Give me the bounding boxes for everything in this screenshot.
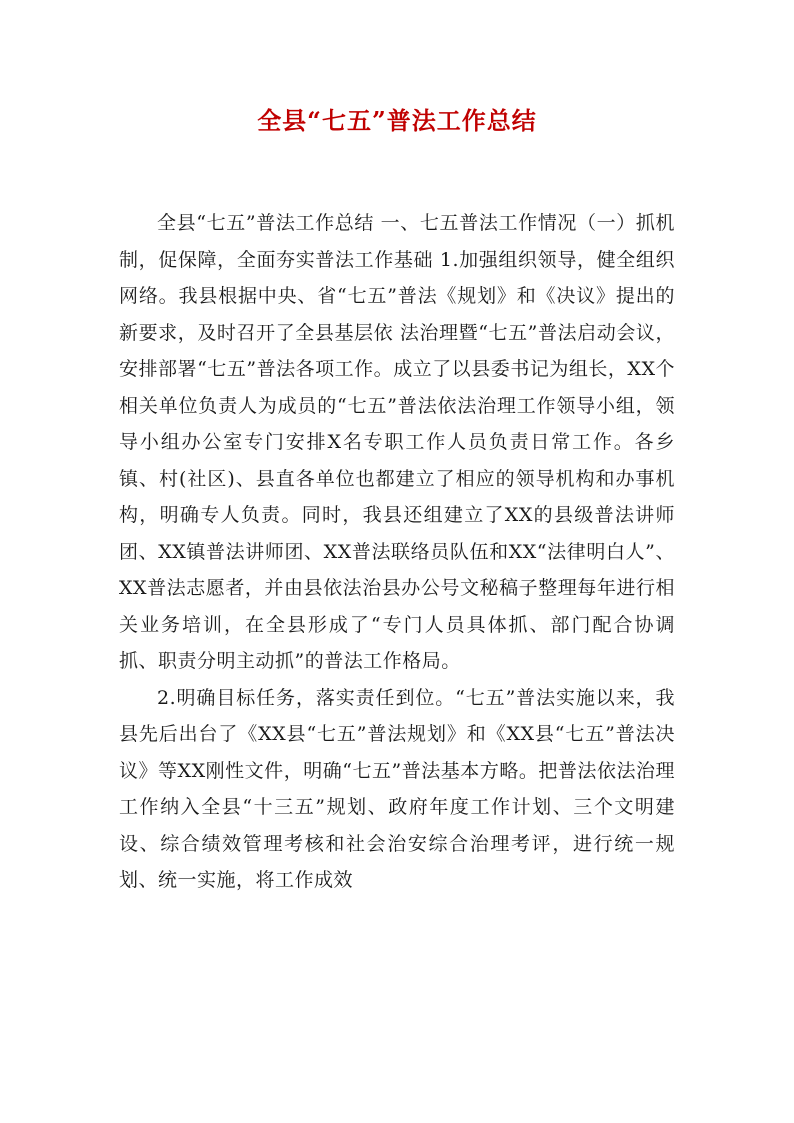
paragraph-2: 2.明确目标任务，落实责任到位。“七五”普法实施以来，我县先后出台了《XX县“七五”普法规划》和《XX县“七五”普法决议》等XX刚性文件，明确“七五”普法基本方略。把普法依法治理工作纳入全县“十三五”规划、政府年度工作计划、三个文明建设、综合绩效管理考核和社会治安综合治理考评，进行统一规划、统一实施，将工作成效 [119, 686, 675, 891]
document-body [119, 205, 675, 899]
paragraph-1: 全县“七五”普法工作总结 一、七五普法工作情况（一）抓机制，促保障，全面夯实普法工作基础 1.加强组织领导，健全组织网络。我县根据中央、省“七五”普法《规划》和《决议》提出的新要求，及时召开了全县基层依 法治理暨“七五”普法启动会议，安排部署“七五”普法各项工作。成立了以县委书记为组长，XX个相关单位负责人为成员的“七五”普法依法治理工作领导小组，领导小组办公室专门安排X名专职工作人员负责日常工作。各乡镇、村(社区)、县直各单位也都建立了相应的领导机构和办事机构，明确专人负责。同时，我县还组建立了XX的县级普法讲师团、XX镇普法讲师团、XX普法联络员队伍和XX“法律明白人”、XX普法志愿者，并由县依法治县办公号文秘稿子整理每年进行相关业务培训，在全县形成了“专门人员具体抓、部门配合协调抓、职责分明主动抓”的普法工作格局。 [119, 212, 675, 672]
document-title: 全县“七五”普法工作总结 [257, 106, 537, 135]
